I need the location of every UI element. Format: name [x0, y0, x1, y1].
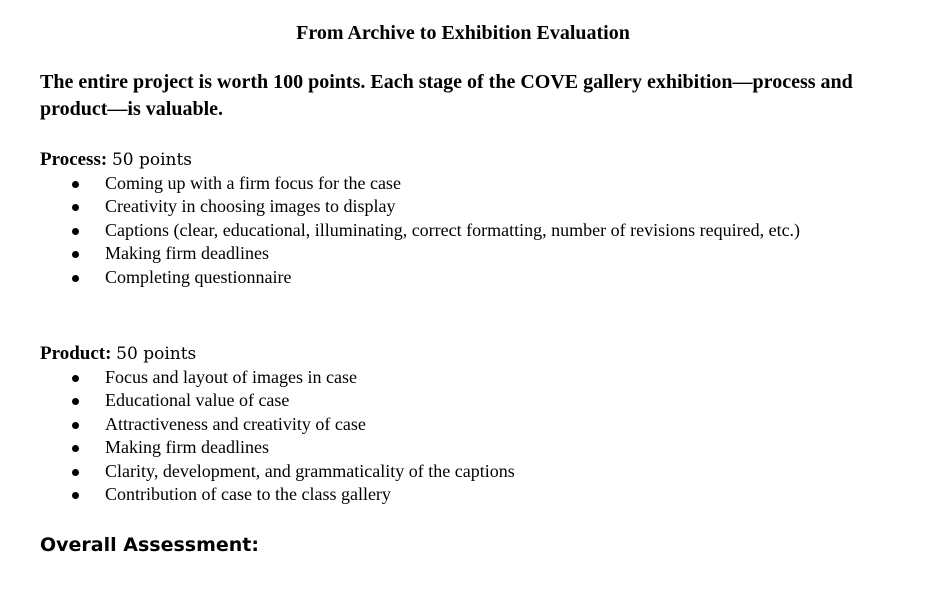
bullet-icon: [72, 492, 79, 499]
process-criterion: [70, 266, 920, 289]
bullet-icon: [72, 204, 79, 211]
product-heading: [40, 342, 196, 366]
process-criterion: [70, 242, 920, 265]
bullet-icon: [72, 375, 79, 382]
process-points: 50 points: [111, 150, 193, 170]
overall-assessment-heading: Overall Assessment:: [40, 534, 259, 556]
bullet-icon: [72, 445, 79, 452]
bullet-icon: [72, 275, 79, 282]
product-criterion: [70, 460, 920, 483]
intro-paragraph: The entire project is worth 100 points. Each stage of the COVE gallery exhibition—process and product—is valuable.: [40, 71, 853, 120]
bullet-icon: [72, 422, 79, 429]
document-title: From Archive to Exhibition Evaluation: [296, 22, 630, 44]
process-criteria-list: [70, 172, 920, 289]
product-criterion-text: Making firm deadlines: [105, 437, 269, 458]
process-heading: [40, 148, 192, 172]
process-criterion-text: Creativity in choosing images to display: [105, 196, 396, 217]
product-criterion-text: Contribution of case to the class gallery: [105, 483, 391, 504]
process-criterion-text: Captions (clear, educational, illuminating, correct formatting, number of revisions required, etc.): [105, 219, 801, 240]
product-criteria-list: [70, 366, 920, 506]
process-criterion: [70, 219, 920, 242]
product-criterion-text: Clarity, development, and grammaticality of the captions: [105, 460, 515, 481]
process-criterion-text: Completing questionnaire: [105, 266, 292, 287]
product-criterion-text: Focus and layout of images in case: [105, 367, 357, 387]
process-criterion-text: Making firm deadlines: [105, 243, 269, 264]
product-criterion: [70, 389, 920, 412]
bullet-icon: [72, 469, 79, 476]
bullet-icon: [72, 181, 79, 188]
product-criterion: [70, 483, 920, 506]
product-criterion: [70, 413, 920, 436]
bullet-icon: [72, 228, 79, 235]
process-criterion: [70, 172, 920, 195]
bullet-icon: [72, 251, 79, 258]
product-criterion: [70, 366, 920, 389]
process-criterion: [70, 195, 920, 218]
process-criterion-text: Coming up with a firm focus for the case: [105, 173, 401, 193]
product-criterion-text: Attractiveness and creativity of case: [105, 413, 366, 434]
product-label: Product:: [40, 343, 112, 364]
product-criterion-text: Educational value of case: [105, 390, 290, 411]
process-label: Process:: [40, 149, 108, 170]
product-criterion: [70, 436, 920, 459]
bullet-icon: [72, 398, 79, 405]
product-points: 50 points: [116, 344, 197, 364]
